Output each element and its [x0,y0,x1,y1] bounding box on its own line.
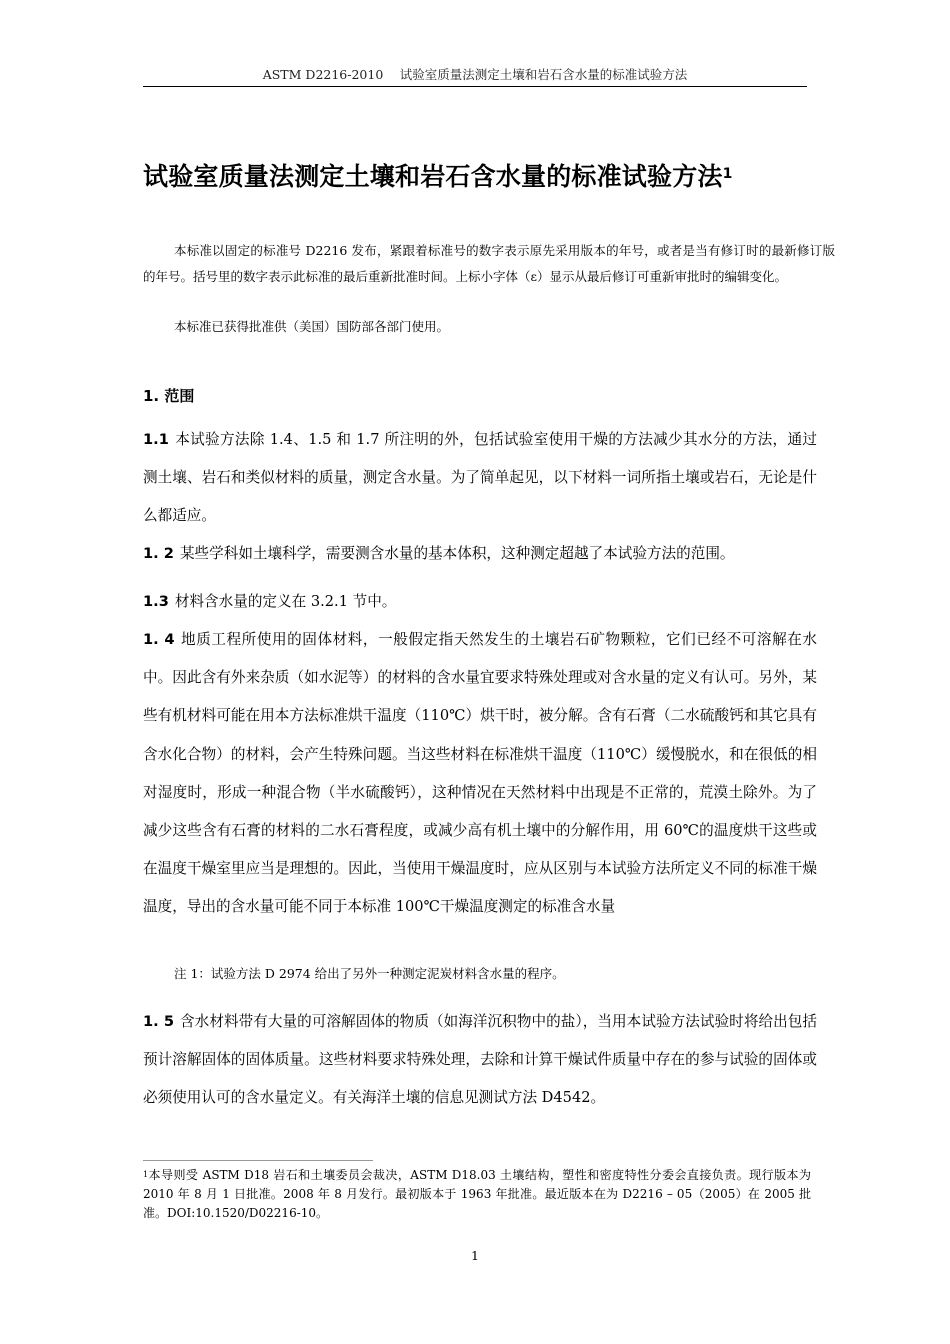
footnote-rule [143,1160,373,1161]
clause-number: 1.3 [143,593,169,610]
section-heading-scope: 1. 范围 [143,387,195,405]
clause-text: 材料含水量的定义在 3.2.1 节中。 [174,593,397,610]
clause-text: 地质工程所使用的固体材料，一般假定指天然发生的土壤岩石矿物颗粒，它们已经不可溶解在水中。因此含有外来杂质（如水泥等）的材料的含水量宜要求特殊处理或对含水量的定义有认可。另外，某些有机材料可能在用本方法标准烘干温度（110℃）烘干时，被分解。含有石膏（二水硫酸钙和其它具有含水化合物）的材料，会产生特殊问题。当这些材料在标准烘干温度（110℃）缓慢脱水，和在很低的相对湿度时，形成一种混合物（半水硫酸钙），这种情况在天然材料中出现是不正常的，荒漠土除外。为了减少这些含有石膏的材料的二水石膏程度，或减少高有机土壤中的分解作用，用 60℃的温度烘干这些或在温度干燥室里应当是理想的。因此，当使用干燥温度时，应从区别与本试验方法所定义不同的标准干燥温度，导出的含水量可能不同于本标准 100℃干燥温度测定的标准含水量 [143,631,817,916]
document-title-text: 试验室质量法测定土壤和岩石含水量的标准试验方法 [143,162,723,191]
clause-1-4 [143,621,817,927]
footnote-mark: 1 [143,1170,149,1179]
clause-1-1 [143,421,817,536]
clause-text: 某些学科如土壤科学，需要测含水量的基本体积，这种测定超越了本试验方法的范围。 [179,545,735,562]
clause-number: 1.1 [143,431,169,448]
intro-paragraph-1: 本标准以固定的标准号 D2216 发布，紧跟着标准号的数字表示原先采用版本的年号，或者是当有修订时的最新修订版的年号。括号里的数字表示此标准的最后重新批准时间。上标小字体（ε）显示从最后修订可重新审批时的编辑变化。 [143,243,835,284]
page-number: 1 [471,1248,479,1263]
clause-text: 含水材料带有大量的可溶解固体的物质（如海洋沉积物中的盐），当用本试验方法试验时将给出包括预计溶解固体的固体质量。这些材料要求特殊处理，去除和计算干燥试件质量中存在的参与试验的固体或必须使用认可的含水量定义。有关海洋土壤的信息见测试方法 D4542。 [143,1013,817,1107]
title-footnote-mark: 1 [722,166,733,182]
clause-1-2 [143,535,817,573]
clause-number: 1. 4 [143,631,175,648]
clause-1-5 [143,1003,817,1118]
footnote-text: 本导则受 ASTM D18 岩石和土壤委员会裁决，ASTM D18.03 土壤结构，塑性和密度特性分委会直接负责。现行版本为 2010 年 8 月 1 日批准。2008 年 8 月发行。最初版本于 1963 年批准。最近版本在为 D2216 – 05（2005）在 2005 批准。DOI:10.1520/D02216-10。 [143,1168,811,1220]
footnote [143,1166,811,1223]
clause-number: 1. 2 [143,545,174,562]
header-rule [143,86,807,87]
clause-number: 1. 5 [143,1013,174,1030]
clause-1-3 [143,583,817,621]
intro-paragraph-2: 本标准已获得批准供（美国）国防部各部门使用。 [174,319,450,334]
document-title [143,160,823,194]
clause-text: 本试验方法除 1.4、1.5 和 1.7 所注明的外，包括试验室使用干燥的方法减少其水分的方法，通过测土壤、岩石和类似材料的质量，测定含水量。为了简单起见，以下材料一词所指土壤或岩石，无论是什么都适应。 [143,431,817,525]
running-header: ASTM D2216-2010 试验室质量法测定土壤和岩石含水量的标准试验方法 [262,67,688,82]
note-1: 注 1：试验方法 D 2974 给出了另外一种测定泥炭材料含水量的程序。 [174,966,565,981]
